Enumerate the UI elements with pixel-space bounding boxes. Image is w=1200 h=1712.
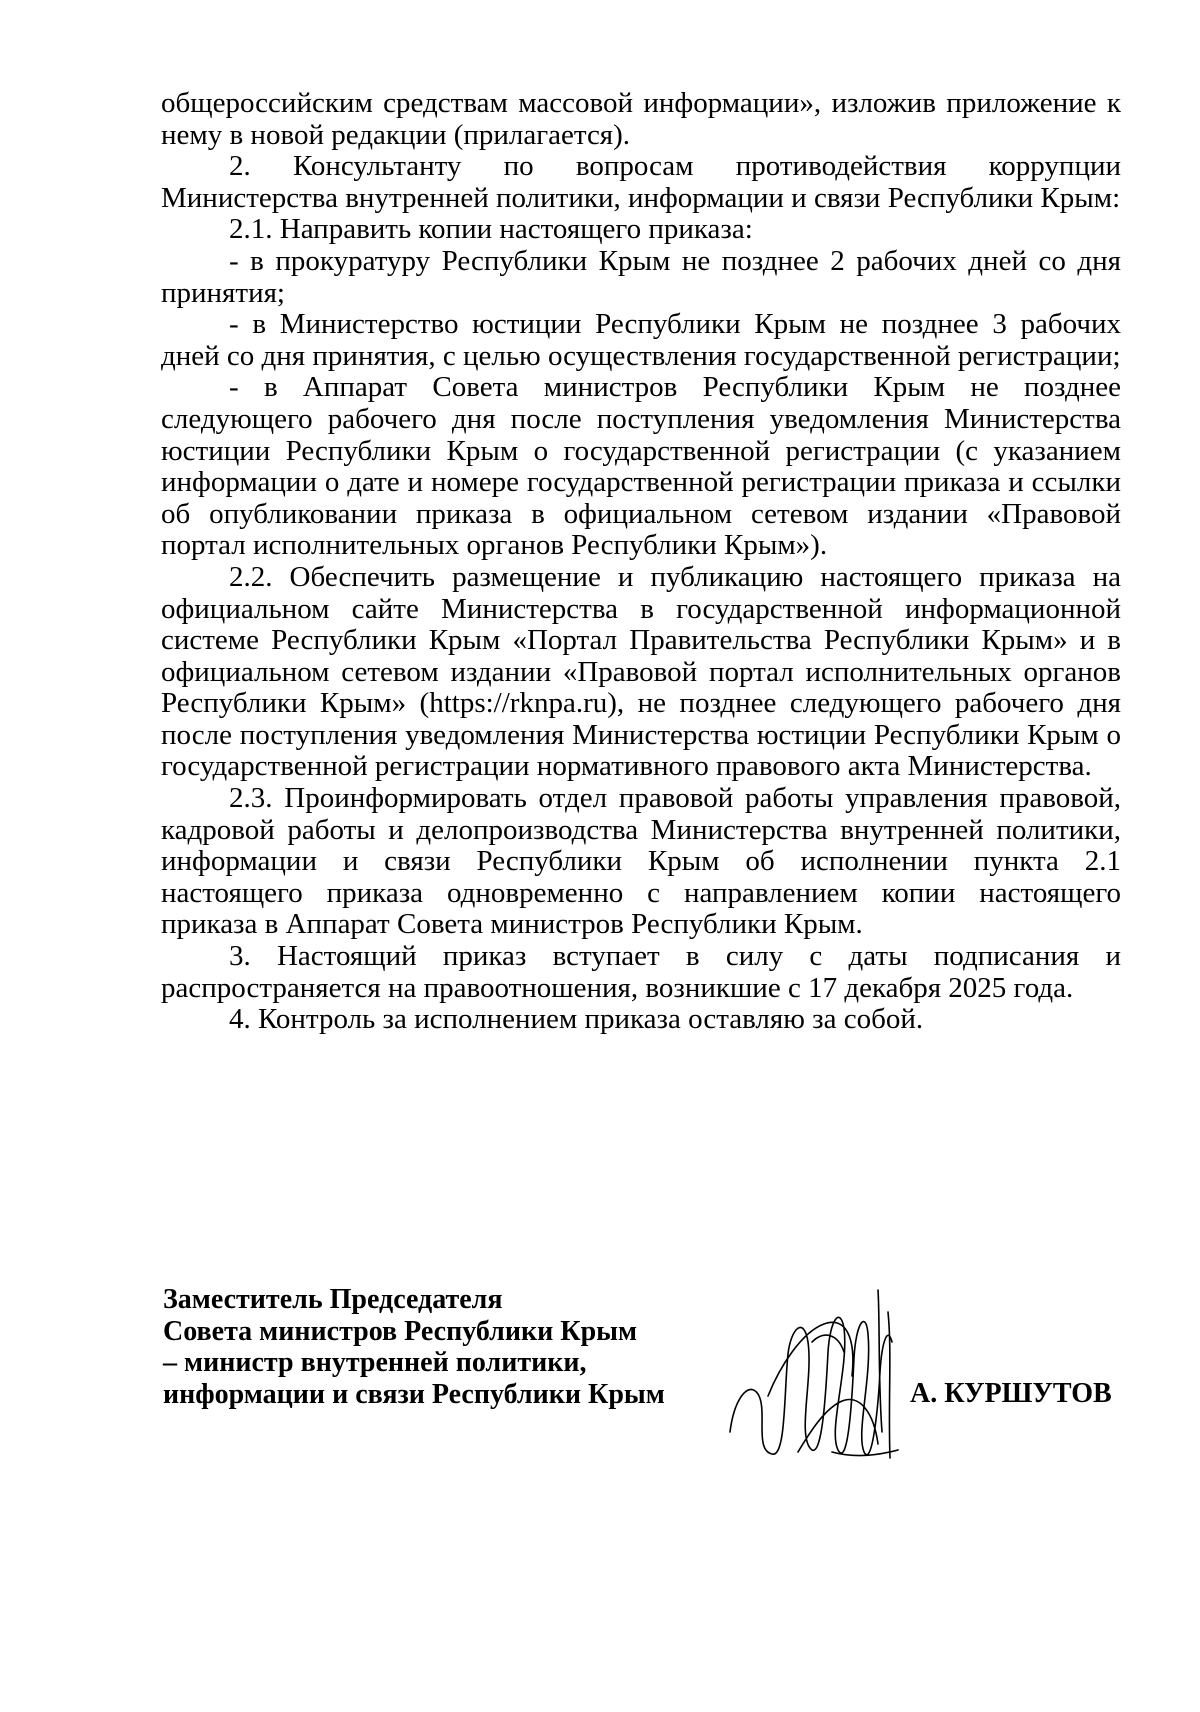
signatory-title-line: информации и связи Республики Крым xyxy=(163,1378,665,1410)
paragraph-item-2-1: 2.1. Направить копии настоящего приказа: xyxy=(229,213,753,246)
paragraph-item-2: 2. Консультанту по вопросам противодействия коррупции Министерства внутренней политики, информации и связи Республики Крым: xyxy=(161,150,1121,214)
paragraph-item-3: 3. Настоящий приказ вступает в силу с даты подписания и распространяется на правоотношения, возникшие с 17 декабря 2025 года. xyxy=(161,940,1121,1004)
paragraph-item-2-1-prosecutor: - в прокуратуру Республики Крым не позднее 2 рабочих дней со дня принятия; xyxy=(161,244,1121,309)
signatory-title-line: Заместитель Председателя xyxy=(163,1284,503,1315)
signatory-title xyxy=(163,1284,665,1410)
paragraph-item-4: 4. Контроль за исполнением приказа оставляю за собой. xyxy=(229,1003,924,1036)
paragraph-item-2-1-council: - в Аппарат Совета министров Республики Крым не позднее следующего рабочего дня после поступления уведомления Министерства юстиции Республики Крым о государственной регистрации (с указанием информации о дате и номере государственной регистрации приказа и ссылки об опубликовании приказа в официальном сетевом издании «Правовой портал исполнительных органов Республики Крым»). xyxy=(161,371,1121,562)
paragraph-item-2-1-justice: - в Министерство юстиции Республики Крым не позднее 3 рабочих дней со дня принятия, с целью осуществления государственной регистрации; xyxy=(161,308,1121,372)
paragraph-continuation: общероссийским средствам массовой информации», изложив приложение к нему в новой редакции (прилагается). xyxy=(161,87,1121,151)
paragraph-item-2-2: 2.2. Обеспечить размещение и публикацию настоящего приказа на официальном сайте Министерства в государственной информационной системе Республики Крым «Портал Правительства Республики Крым» и в официальном сетевом издании «Правовой портал исполнительных органов Республики Крым» (https://rknpa.ru), не позднее следующего рабочего дня после поступления уведомления Министерства юстиции Республики Крым о государственной регистрации нормативного правового акта Министерства. xyxy=(161,560,1121,783)
paragraph-item-2-3: 2.3. Проинформировать отдел правовой работы управления правовой, кадровой работы и делопроизводства Министерства внутренней политики, информации и связи Республики Крым об исполнении пункта 2.1 настоящего приказа одновременно с направлением копии настоящего приказа в Аппарат Совета министров Республики Крым. xyxy=(161,782,1121,941)
signatory-title-line: Совета министров Республики Крым xyxy=(163,1315,638,1347)
signatory-title-line: – министр внутренней политики, xyxy=(163,1347,587,1378)
handwritten-signature xyxy=(728,1282,918,1472)
document-body xyxy=(161,88,1121,1036)
signer-name: А. КУРШУТОВ xyxy=(910,1378,1112,1409)
